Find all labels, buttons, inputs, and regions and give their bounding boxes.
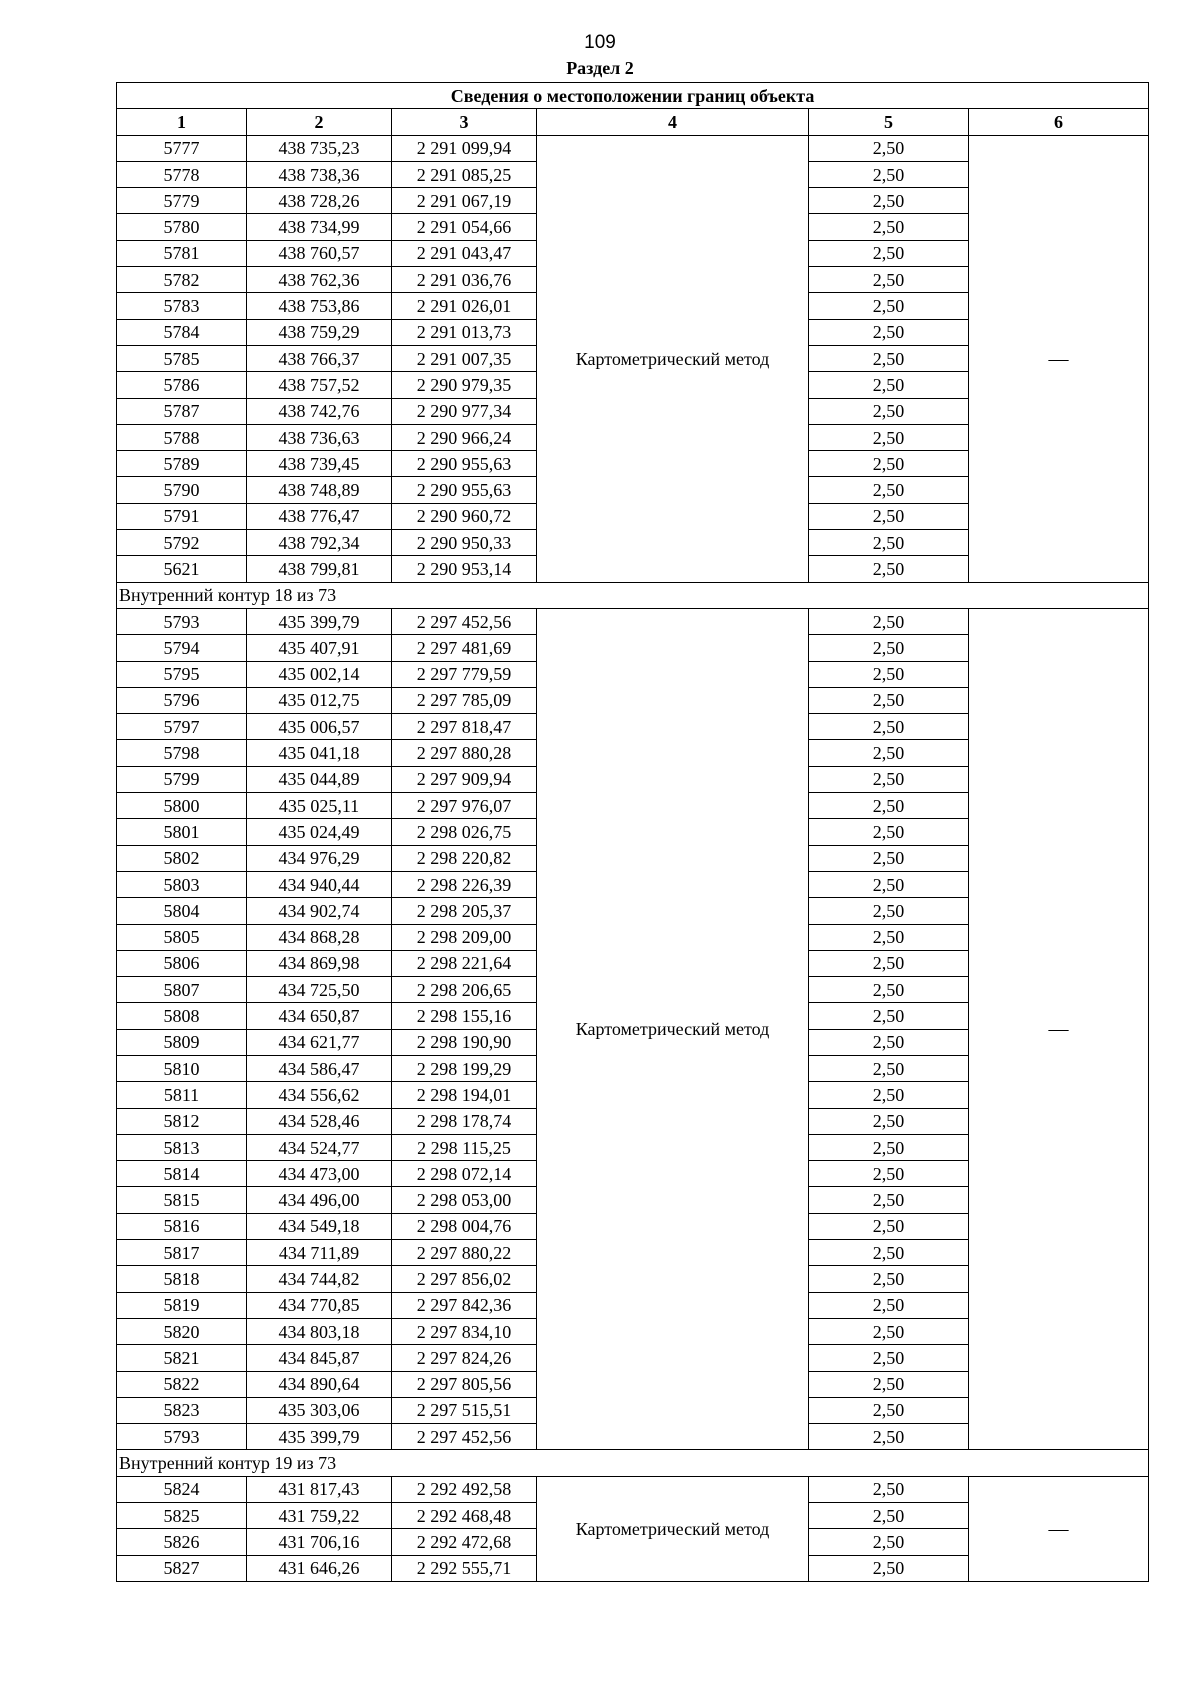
y-coordinate-cell: 2 292 472,68 [392, 1529, 537, 1555]
accuracy-cell: 2,50 [809, 267, 969, 293]
y-coordinate-cell: 2 298 072,14 [392, 1161, 537, 1187]
point-number-cell: 5786 [117, 372, 247, 398]
point-number-cell: 5782 [117, 267, 247, 293]
y-coordinate-cell: 2 291 007,35 [392, 345, 537, 371]
y-coordinate-cell: 2 298 026,75 [392, 819, 537, 845]
point-number-cell: 5819 [117, 1292, 247, 1318]
point-number-cell: 5799 [117, 766, 247, 792]
y-coordinate-cell: 2 291 043,47 [392, 240, 537, 266]
point-number-cell: 5802 [117, 845, 247, 871]
point-number-cell: 5793 [117, 608, 247, 634]
x-coordinate-cell: 431 759,22 [247, 1503, 392, 1529]
x-coordinate-cell: 434 524,77 [247, 1134, 392, 1160]
y-coordinate-cell: 2 292 492,58 [392, 1476, 537, 1502]
y-coordinate-cell: 2 290 960,72 [392, 503, 537, 529]
x-coordinate-cell: 438 757,52 [247, 372, 392, 398]
column-header: 2 [247, 109, 392, 135]
y-coordinate-cell: 2 297 880,22 [392, 1240, 537, 1266]
point-number-cell: 5785 [117, 345, 247, 371]
note-cell: — [969, 608, 1149, 1450]
accuracy-cell: 2,50 [809, 1003, 969, 1029]
y-coordinate-cell: 2 290 955,63 [392, 477, 537, 503]
x-coordinate-cell: 438 792,34 [247, 530, 392, 556]
accuracy-cell: 2,50 [809, 345, 969, 371]
y-coordinate-cell: 2 297 824,26 [392, 1345, 537, 1371]
x-coordinate-cell: 431 646,26 [247, 1555, 392, 1581]
point-number-cell: 5824 [117, 1476, 247, 1502]
point-number-cell: 5816 [117, 1213, 247, 1239]
point-number-cell: 5812 [117, 1108, 247, 1134]
accuracy-cell: 2,50 [809, 977, 969, 1003]
y-coordinate-cell: 2 290 955,63 [392, 451, 537, 477]
point-number-cell: 5788 [117, 424, 247, 450]
y-coordinate-cell: 2 298 221,64 [392, 950, 537, 976]
accuracy-cell: 2,50 [809, 161, 969, 187]
y-coordinate-cell: 2 291 085,25 [392, 161, 537, 187]
y-coordinate-cell: 2 298 155,16 [392, 1003, 537, 1029]
accuracy-cell: 2,50 [809, 1082, 969, 1108]
x-coordinate-cell: 435 399,79 [247, 608, 392, 634]
y-coordinate-cell: 2 297 909,94 [392, 766, 537, 792]
x-coordinate-cell: 438 799,81 [247, 556, 392, 582]
accuracy-cell: 2,50 [809, 1371, 969, 1397]
y-coordinate-cell: 2 297 785,09 [392, 687, 537, 713]
method-cell: Картометрический метод [537, 135, 809, 582]
accuracy-cell: 2,50 [809, 1318, 969, 1344]
accuracy-cell: 2,50 [809, 1503, 969, 1529]
point-number-cell: 5825 [117, 1503, 247, 1529]
x-coordinate-cell: 434 549,18 [247, 1213, 392, 1239]
x-coordinate-cell: 438 759,29 [247, 319, 392, 345]
table-row [117, 608, 1149, 634]
y-coordinate-cell: 2 291 054,66 [392, 214, 537, 240]
accuracy-cell: 2,50 [809, 819, 969, 845]
contour-label-row [117, 582, 1149, 608]
point-number-cell: 5807 [117, 977, 247, 1003]
accuracy-cell: 2,50 [809, 1292, 969, 1318]
method-cell: Картометрический метод [537, 608, 809, 1450]
accuracy-cell: 2,50 [809, 424, 969, 450]
accuracy-cell: 2,50 [809, 1240, 969, 1266]
accuracy-cell: 2,50 [809, 898, 969, 924]
accuracy-cell: 2,50 [809, 240, 969, 266]
accuracy-cell: 2,50 [809, 188, 969, 214]
page-number: 109 [584, 32, 616, 53]
point-number-cell: 5827 [117, 1555, 247, 1581]
x-coordinate-cell: 434 556,62 [247, 1082, 392, 1108]
y-coordinate-cell: 2 291 026,01 [392, 293, 537, 319]
accuracy-cell: 2,50 [809, 740, 969, 766]
y-coordinate-cell: 2 297 976,07 [392, 793, 537, 819]
x-coordinate-cell: 434 528,46 [247, 1108, 392, 1134]
accuracy-cell: 2,50 [809, 1108, 969, 1134]
point-number-cell: 5806 [117, 950, 247, 976]
accuracy-cell: 2,50 [809, 845, 969, 871]
accuracy-cell: 2,50 [809, 1134, 969, 1160]
contour-label: Внутренний контур 18 из 73 [117, 582, 1149, 608]
point-number-cell: 5796 [117, 687, 247, 713]
x-coordinate-cell: 435 044,89 [247, 766, 392, 792]
x-coordinate-cell: 438 735,23 [247, 135, 392, 161]
accuracy-cell: 2,50 [809, 372, 969, 398]
y-coordinate-cell: 2 298 220,82 [392, 845, 537, 871]
accuracy-cell: 2,50 [809, 398, 969, 424]
y-coordinate-cell: 2 298 205,37 [392, 898, 537, 924]
column-header: 1 [117, 109, 247, 135]
y-coordinate-cell: 2 290 977,34 [392, 398, 537, 424]
x-coordinate-cell: 438 728,26 [247, 188, 392, 214]
x-coordinate-cell: 435 025,11 [247, 793, 392, 819]
point-number-cell: 5777 [117, 135, 247, 161]
x-coordinate-cell: 434 845,87 [247, 1345, 392, 1371]
x-coordinate-cell: 434 940,44 [247, 871, 392, 897]
point-number-cell: 5780 [117, 214, 247, 240]
x-coordinate-cell: 438 738,36 [247, 161, 392, 187]
column-header: 5 [809, 109, 969, 135]
accuracy-cell: 2,50 [809, 1529, 969, 1555]
contour-label: Внутренний контур 19 из 73 [117, 1450, 1149, 1476]
point-number-cell: 5815 [117, 1187, 247, 1213]
x-coordinate-cell: 435 041,18 [247, 740, 392, 766]
x-coordinate-cell: 438 748,89 [247, 477, 392, 503]
accuracy-cell: 2,50 [809, 1345, 969, 1371]
accuracy-cell: 2,50 [809, 1424, 969, 1450]
accuracy-cell: 2,50 [809, 687, 969, 713]
point-number-cell: 5823 [117, 1397, 247, 1423]
accuracy-cell: 2,50 [809, 556, 969, 582]
accuracy-cell: 2,50 [809, 714, 969, 740]
table-caption: Сведения о местоположении границ объекта [117, 83, 1149, 109]
accuracy-cell: 2,50 [809, 1029, 969, 1055]
accuracy-cell: 2,50 [809, 608, 969, 634]
x-coordinate-cell: 438 742,76 [247, 398, 392, 424]
y-coordinate-cell: 2 290 979,35 [392, 372, 537, 398]
point-number-cell: 5783 [117, 293, 247, 319]
point-number-cell: 5820 [117, 1318, 247, 1344]
column-header-row [117, 109, 1149, 135]
y-coordinate-cell: 2 298 053,00 [392, 1187, 537, 1213]
x-coordinate-cell: 438 760,57 [247, 240, 392, 266]
x-coordinate-cell: 435 012,75 [247, 687, 392, 713]
x-coordinate-cell: 434 976,29 [247, 845, 392, 871]
x-coordinate-cell: 434 711,89 [247, 1240, 392, 1266]
coordinates-table [116, 82, 1149, 1582]
accuracy-cell: 2,50 [809, 793, 969, 819]
x-coordinate-cell: 435 407,91 [247, 635, 392, 661]
y-coordinate-cell: 2 297 452,56 [392, 1424, 537, 1450]
y-coordinate-cell: 2 291 013,73 [392, 319, 537, 345]
point-number-cell: 5778 [117, 161, 247, 187]
point-number-cell: 5822 [117, 1371, 247, 1397]
x-coordinate-cell: 438 776,47 [247, 503, 392, 529]
x-coordinate-cell: 431 706,16 [247, 1529, 392, 1555]
accuracy-cell: 2,50 [809, 214, 969, 240]
accuracy-cell: 2,50 [809, 319, 969, 345]
section-title: Раздел 2 [566, 58, 634, 78]
point-number-cell: 5810 [117, 1055, 247, 1081]
point-number-cell: 5809 [117, 1029, 247, 1055]
accuracy-cell: 2,50 [809, 1266, 969, 1292]
x-coordinate-cell: 434 902,74 [247, 898, 392, 924]
point-number-cell: 5801 [117, 819, 247, 845]
accuracy-cell: 2,50 [809, 950, 969, 976]
y-coordinate-cell: 2 292 468,48 [392, 1503, 537, 1529]
x-coordinate-cell: 434 621,77 [247, 1029, 392, 1055]
point-number-cell: 5794 [117, 635, 247, 661]
point-number-cell: 5818 [117, 1266, 247, 1292]
y-coordinate-cell: 2 290 966,24 [392, 424, 537, 450]
method-cell: Картометрический метод [537, 1476, 809, 1581]
accuracy-cell: 2,50 [809, 135, 969, 161]
x-coordinate-cell: 438 734,99 [247, 214, 392, 240]
x-coordinate-cell: 434 725,50 [247, 977, 392, 1003]
y-coordinate-cell: 2 297 818,47 [392, 714, 537, 740]
x-coordinate-cell: 434 473,00 [247, 1161, 392, 1187]
point-number-cell: 5813 [117, 1134, 247, 1160]
y-coordinate-cell: 2 297 842,36 [392, 1292, 537, 1318]
y-coordinate-cell: 2 291 036,76 [392, 267, 537, 293]
point-number-cell: 5790 [117, 477, 247, 503]
point-number-cell: 5798 [117, 740, 247, 766]
point-number-cell: 5791 [117, 503, 247, 529]
point-number-cell: 5803 [117, 871, 247, 897]
column-header: 3 [392, 109, 537, 135]
x-coordinate-cell: 435 303,06 [247, 1397, 392, 1423]
point-number-cell: 5795 [117, 661, 247, 687]
accuracy-cell: 2,50 [809, 924, 969, 950]
x-coordinate-cell: 434 890,64 [247, 1371, 392, 1397]
x-coordinate-cell: 434 744,82 [247, 1266, 392, 1292]
y-coordinate-cell: 2 298 178,74 [392, 1108, 537, 1134]
x-coordinate-cell: 434 770,85 [247, 1292, 392, 1318]
point-number-cell: 5814 [117, 1161, 247, 1187]
y-coordinate-cell: 2 298 209,00 [392, 924, 537, 950]
y-coordinate-cell: 2 297 880,28 [392, 740, 537, 766]
y-coordinate-cell: 2 297 779,59 [392, 661, 537, 687]
accuracy-cell: 2,50 [809, 1187, 969, 1213]
point-number-cell: 5808 [117, 1003, 247, 1029]
point-number-cell: 5621 [117, 556, 247, 582]
accuracy-cell: 2,50 [809, 1555, 969, 1581]
x-coordinate-cell: 434 586,47 [247, 1055, 392, 1081]
table-row [117, 1476, 1149, 1502]
y-coordinate-cell: 2 298 194,01 [392, 1082, 537, 1108]
y-coordinate-cell: 2 291 067,19 [392, 188, 537, 214]
x-coordinate-cell: 438 736,63 [247, 424, 392, 450]
x-coordinate-cell: 434 868,28 [247, 924, 392, 950]
accuracy-cell: 2,50 [809, 451, 969, 477]
accuracy-cell: 2,50 [809, 871, 969, 897]
accuracy-cell: 2,50 [809, 530, 969, 556]
column-header: 4 [537, 109, 809, 135]
x-coordinate-cell: 435 002,14 [247, 661, 392, 687]
accuracy-cell: 2,50 [809, 293, 969, 319]
contour-label-row [117, 1450, 1149, 1476]
y-coordinate-cell: 2 291 099,94 [392, 135, 537, 161]
x-coordinate-cell: 435 006,57 [247, 714, 392, 740]
accuracy-cell: 2,50 [809, 766, 969, 792]
table-body [117, 83, 1149, 1582]
point-number-cell: 5804 [117, 898, 247, 924]
note-cell: — [969, 135, 1149, 582]
accuracy-cell: 2,50 [809, 1476, 969, 1502]
x-coordinate-cell: 434 650,87 [247, 1003, 392, 1029]
y-coordinate-cell: 2 298 199,29 [392, 1055, 537, 1081]
point-number-cell: 5797 [117, 714, 247, 740]
table-row [117, 135, 1149, 161]
x-coordinate-cell: 435 399,79 [247, 1424, 392, 1450]
accuracy-cell: 2,50 [809, 1213, 969, 1239]
y-coordinate-cell: 2 297 515,51 [392, 1397, 537, 1423]
y-coordinate-cell: 2 298 206,65 [392, 977, 537, 1003]
y-coordinate-cell: 2 292 555,71 [392, 1555, 537, 1581]
point-number-cell: 5779 [117, 188, 247, 214]
point-number-cell: 5792 [117, 530, 247, 556]
y-coordinate-cell: 2 298 226,39 [392, 871, 537, 897]
note-cell: — [969, 1476, 1149, 1581]
accuracy-cell: 2,50 [809, 477, 969, 503]
y-coordinate-cell: 2 298 190,90 [392, 1029, 537, 1055]
x-coordinate-cell: 434 803,18 [247, 1318, 392, 1344]
y-coordinate-cell: 2 297 856,02 [392, 1266, 537, 1292]
x-coordinate-cell: 435 024,49 [247, 819, 392, 845]
point-number-cell: 5811 [117, 1082, 247, 1108]
x-coordinate-cell: 434 869,98 [247, 950, 392, 976]
point-number-cell: 5805 [117, 924, 247, 950]
point-number-cell: 5793 [117, 1424, 247, 1450]
x-coordinate-cell: 438 753,86 [247, 293, 392, 319]
y-coordinate-cell: 2 298 004,76 [392, 1213, 537, 1239]
table-caption-row [117, 83, 1149, 109]
point-number-cell: 5817 [117, 1240, 247, 1266]
column-header: 6 [969, 109, 1149, 135]
accuracy-cell: 2,50 [809, 1055, 969, 1081]
x-coordinate-cell: 434 496,00 [247, 1187, 392, 1213]
point-number-cell: 5789 [117, 451, 247, 477]
point-number-cell: 5826 [117, 1529, 247, 1555]
accuracy-cell: 2,50 [809, 1397, 969, 1423]
point-number-cell: 5784 [117, 319, 247, 345]
accuracy-cell: 2,50 [809, 1161, 969, 1187]
y-coordinate-cell: 2 298 115,25 [392, 1134, 537, 1160]
x-coordinate-cell: 438 739,45 [247, 451, 392, 477]
x-coordinate-cell: 438 762,36 [247, 267, 392, 293]
y-coordinate-cell: 2 297 805,56 [392, 1371, 537, 1397]
x-coordinate-cell: 438 766,37 [247, 345, 392, 371]
point-number-cell: 5787 [117, 398, 247, 424]
y-coordinate-cell: 2 297 481,69 [392, 635, 537, 661]
y-coordinate-cell: 2 290 950,33 [392, 530, 537, 556]
point-number-cell: 5821 [117, 1345, 247, 1371]
point-number-cell: 5800 [117, 793, 247, 819]
point-number-cell: 5781 [117, 240, 247, 266]
accuracy-cell: 2,50 [809, 503, 969, 529]
accuracy-cell: 2,50 [809, 661, 969, 687]
y-coordinate-cell: 2 297 834,10 [392, 1318, 537, 1344]
y-coordinate-cell: 2 290 953,14 [392, 556, 537, 582]
accuracy-cell: 2,50 [809, 635, 969, 661]
x-coordinate-cell: 431 817,43 [247, 1476, 392, 1502]
y-coordinate-cell: 2 297 452,56 [392, 608, 537, 634]
